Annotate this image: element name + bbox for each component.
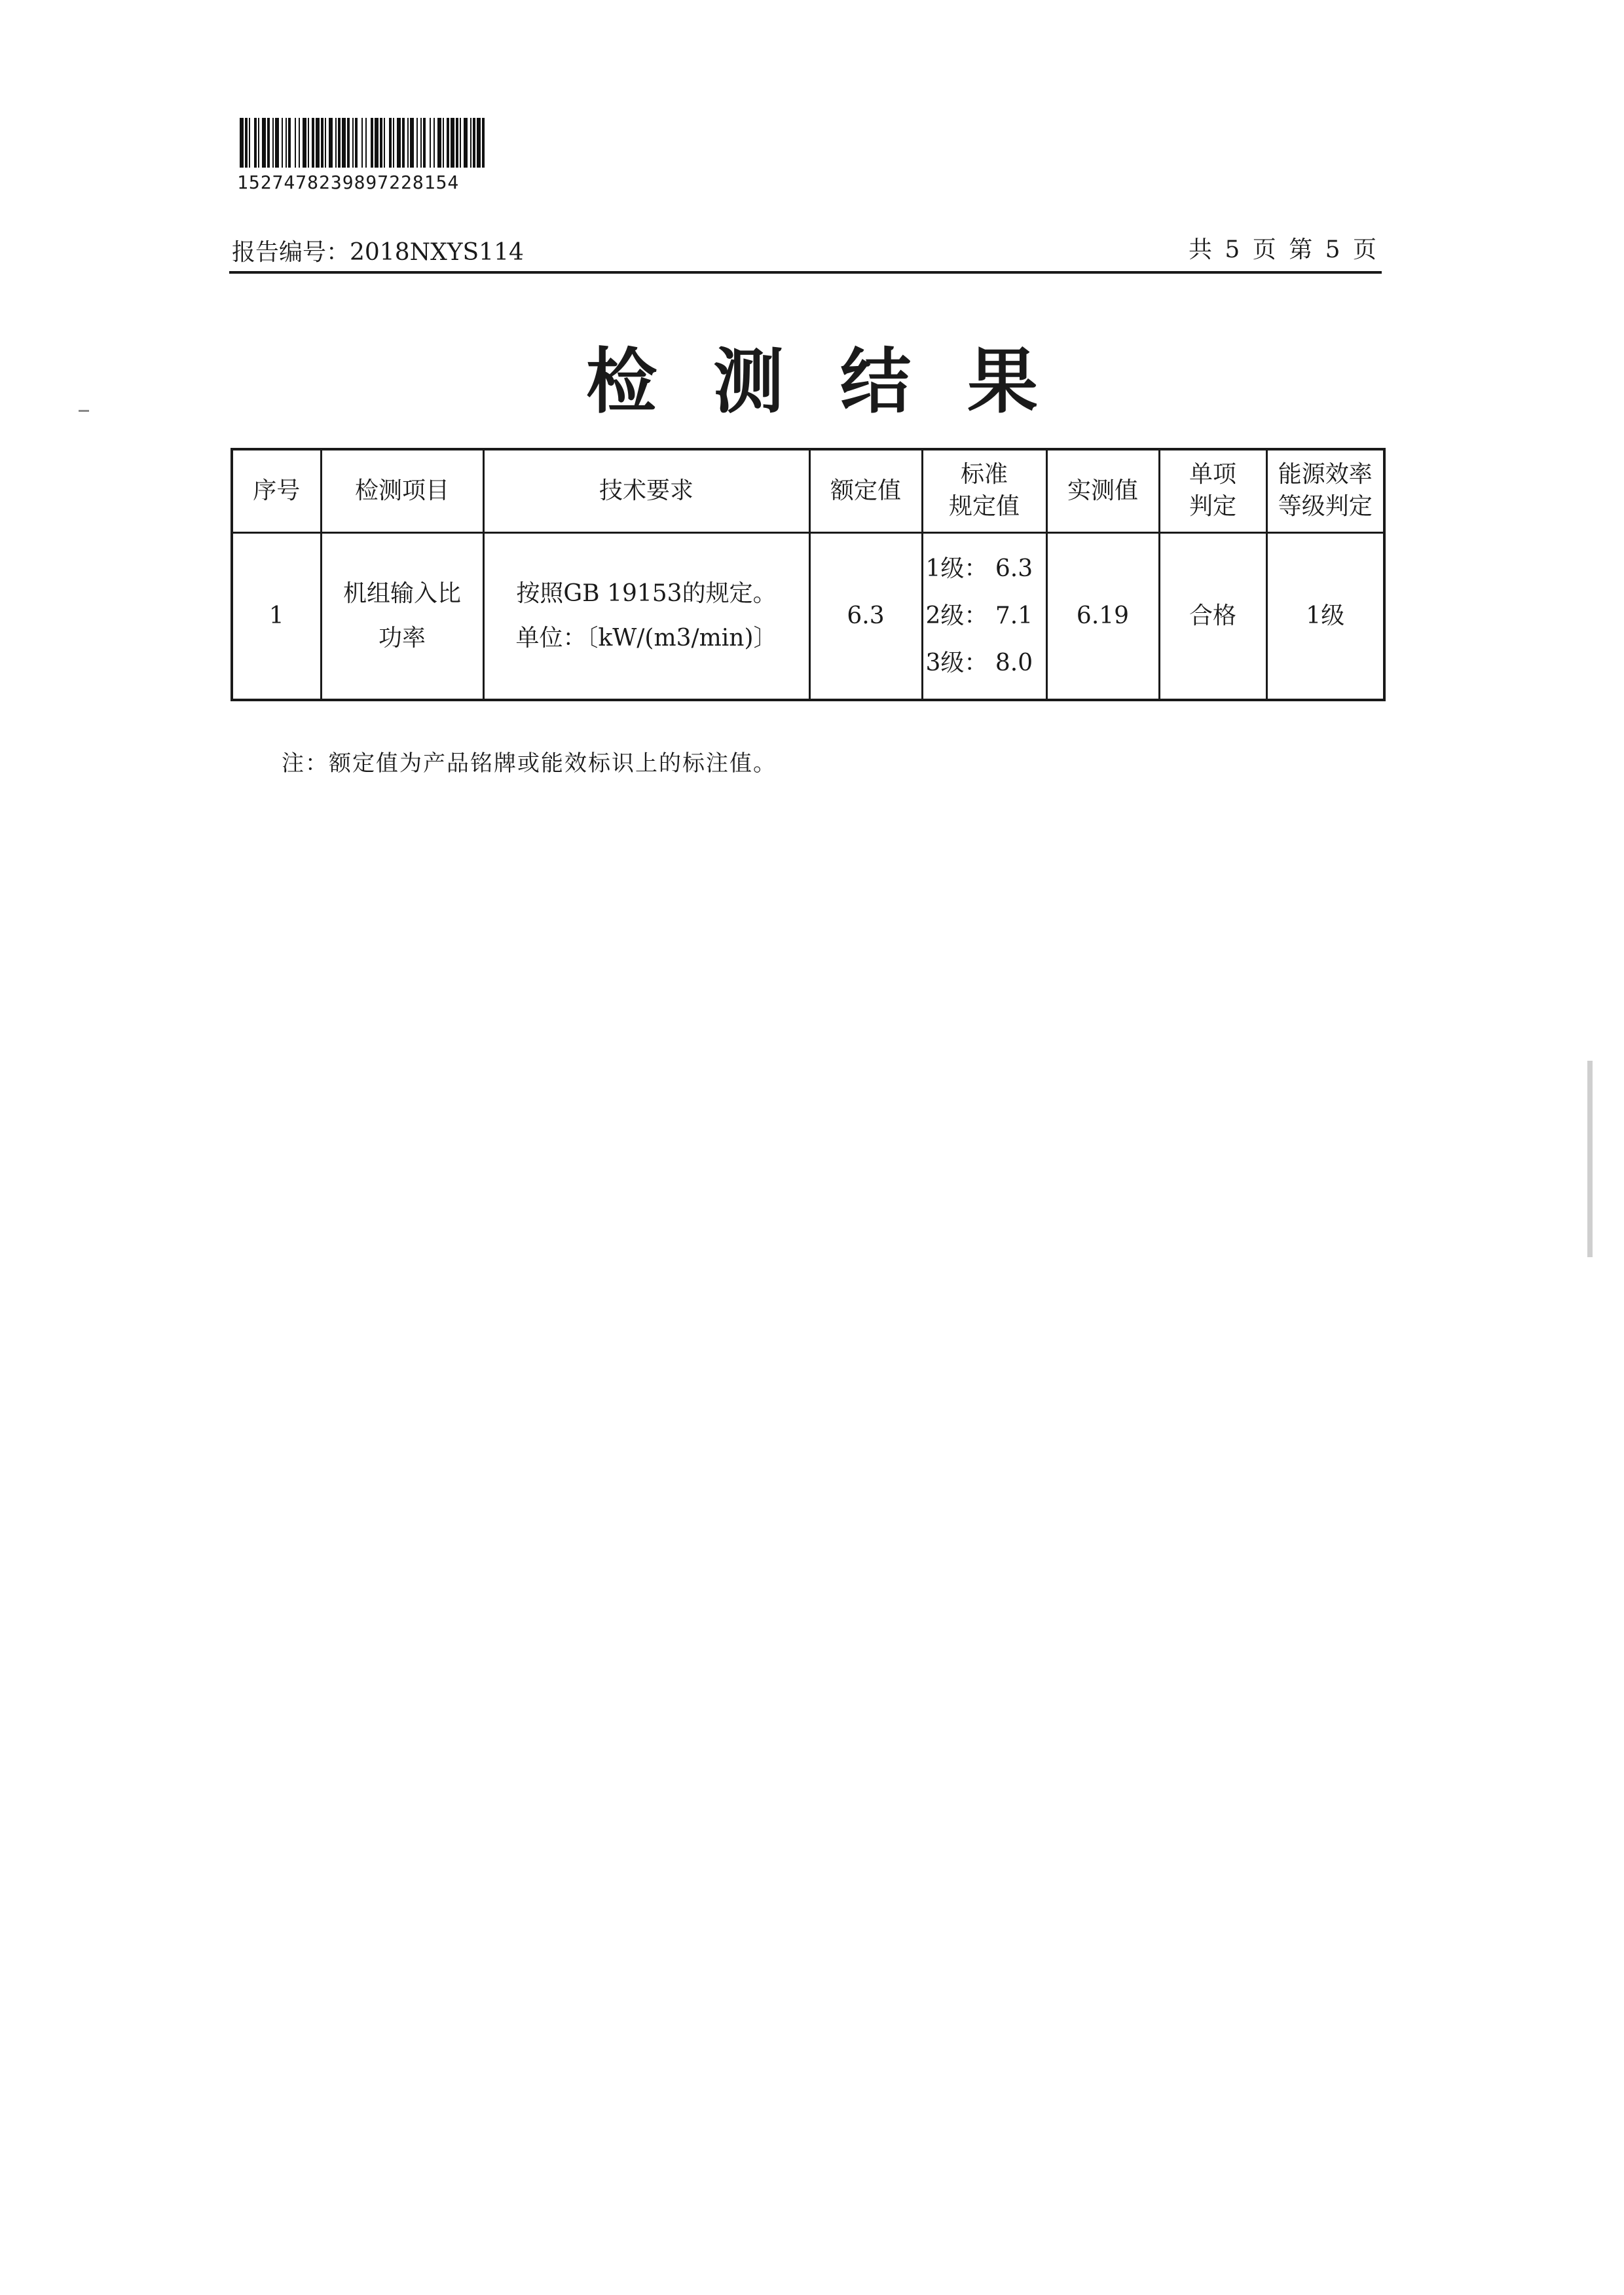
standard-grade-3: 3级： 8.0 bbox=[925, 650, 1033, 676]
header-judgement bbox=[1159, 449, 1266, 533]
page-indicator: 共 5 页 第 5 页 bbox=[1188, 236, 1379, 263]
header-standard bbox=[922, 449, 1046, 533]
cell-requirement-line2: 单位：〔kW/(m3/min)〕 bbox=[515, 625, 777, 652]
cell-item-line2: 功率 bbox=[378, 625, 426, 652]
cell-item bbox=[321, 533, 483, 701]
cell-item-line1: 机组输入比 bbox=[342, 579, 461, 607]
header-grade-line2: 等级判定 bbox=[1278, 493, 1373, 520]
document-title: 检测结果 bbox=[585, 341, 1094, 423]
header-requirement: 技术要求 bbox=[483, 449, 809, 533]
cell-grade: 1级 bbox=[1266, 533, 1384, 701]
header-judgement-line1: 单项 bbox=[1189, 461, 1236, 488]
header-seq: 序号 bbox=[232, 449, 321, 533]
standard-grade-2: 2级： 7.1 bbox=[925, 602, 1033, 629]
scan-mark bbox=[1587, 1061, 1593, 1257]
cell-rated: 6.3 bbox=[809, 533, 922, 701]
report-number: 报告编号：2018NXYS114 bbox=[232, 239, 524, 266]
header-standard-line2: 规定值 bbox=[948, 493, 1020, 520]
cell-judgement: 合格 bbox=[1159, 533, 1266, 701]
barcode-number: 1527478239897228154 bbox=[237, 172, 460, 193]
table-row bbox=[232, 533, 1384, 701]
cell-standard bbox=[922, 533, 1046, 701]
standard-grade-1: 1级： 6.3 bbox=[925, 555, 1033, 582]
header-grade-line1: 能源效率 bbox=[1278, 461, 1373, 488]
header-judgement-line2: 判定 bbox=[1189, 493, 1236, 520]
footnote: 注：额定值为产品铭牌或能效标识上的标注值。 bbox=[282, 750, 777, 777]
barcode bbox=[238, 118, 487, 177]
cell-requirement-line1: 按照GB 19153的规定。 bbox=[516, 579, 777, 607]
results-table bbox=[231, 448, 1386, 701]
cell-measured: 6.19 bbox=[1046, 533, 1159, 701]
cell-requirement bbox=[483, 533, 809, 701]
scan-mark bbox=[79, 410, 89, 412]
header-rated: 额定值 bbox=[809, 449, 922, 533]
report-header bbox=[229, 228, 1382, 274]
header-measured: 实测值 bbox=[1046, 449, 1159, 533]
header-item: 检测项目 bbox=[321, 449, 483, 533]
cell-seq: 1 bbox=[232, 533, 321, 701]
table-header-row bbox=[232, 449, 1384, 533]
header-standard-line1: 标准 bbox=[960, 461, 1008, 488]
header-grade bbox=[1266, 449, 1384, 533]
